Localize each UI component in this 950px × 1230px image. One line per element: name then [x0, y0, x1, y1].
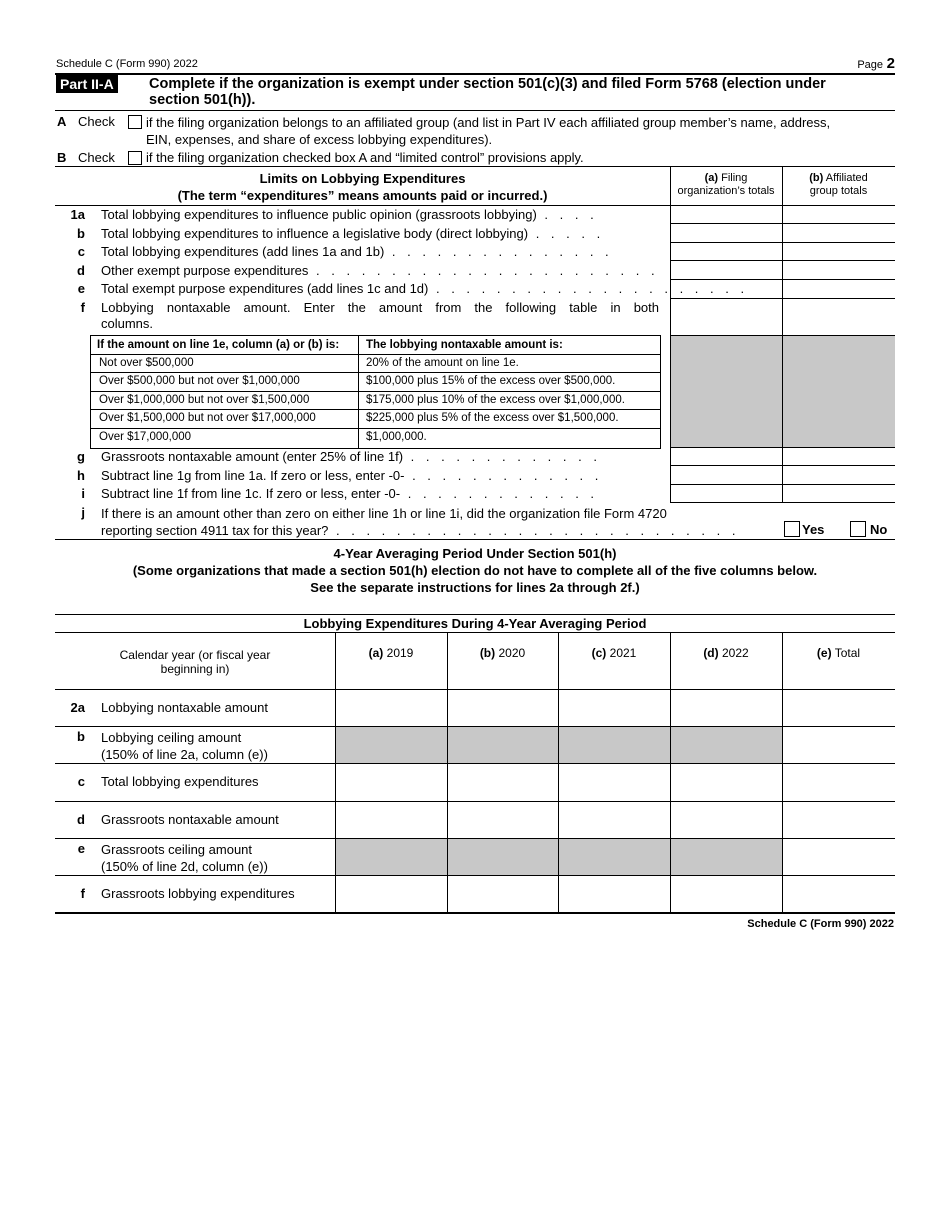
limited-control-checkbox[interactable] — [128, 151, 142, 165]
table-row: Over $1,500,000 but not over $17,000,000 — [99, 412, 316, 424]
line-1e-label: Total exempt purpose expenditures (add lines 1c and 1d) . . . . . . . . . . . . . . . . . . . . . — [101, 281, 749, 296]
form-reference: Schedule C (Form 990) 2022 — [56, 58, 198, 70]
line-2b-label: Lobbying ceiling amount (150% of line 2a, column (e)) — [101, 730, 268, 762]
col-2019-header: (a) 2019 — [368, 646, 414, 660]
line-1c-label: Total lobbying expenditures (add lines 1a and 1b) . . . . . . . . . . . . . . . — [101, 244, 613, 259]
no-checkbox[interactable] — [850, 521, 866, 537]
col-a-header: (a) Filing organization’s totals — [677, 172, 775, 197]
line-2e-label: Grassroots ceiling amount (150% of line 2d, column (e)) — [101, 842, 268, 874]
line-1f-col-b-field[interactable] — [783, 299, 895, 335]
check-a-text: if the filing organization belongs to an affiliated group (and list in Part IV each affiliated group member’s name, address, EIN, expenses, and share of excess lobbying expenditures). — [146, 115, 831, 147]
col-2021-header: (c) 2021 — [591, 646, 637, 660]
line-2a-total-field[interactable] — [783, 690, 895, 726]
line-1a-col-b-field[interactable] — [783, 206, 895, 223]
yes-checkbox[interactable] — [784, 521, 800, 537]
line-1f-label: Lobbying nontaxable amount. Enter the amount from the following table in both columns. — [101, 300, 659, 331]
yes-label: Yes — [802, 522, 825, 537]
part-label: Part II-A — [56, 75, 118, 93]
line-1f-col-a-field[interactable] — [671, 299, 781, 335]
line-2f-label: Grassroots lobbying expenditures — [101, 886, 295, 901]
col-total-header: (e) Total — [816, 646, 861, 660]
limits-title: Limits on Lobbying Expenditures (The term “expenditures” means amounts paid or incurred.) — [177, 171, 548, 203]
line-2e-total-field[interactable] — [783, 839, 895, 875]
line-2a-fields[interactable] — [336, 690, 782, 726]
line-2a-label: Lobbying nontaxable amount — [101, 700, 268, 715]
col-2022-header: (d) 2022 — [703, 646, 749, 660]
line-1g-label: Grassroots nontaxable amount (enter 25% of line 1f) . . . . . . . . . . . . . — [101, 449, 601, 464]
line-1i-label: Subtract line 1f from line 1c. If zero or less, enter -0- . . . . . . . . . . . . . — [101, 486, 599, 501]
averaging-table-title: Lobbying Expenditures During 4-Year Averaging Period — [303, 616, 647, 631]
averaging-title: 4-Year Averaging Period Under Section 501(h) (Some organizations that made a section 501(h) election do not have to complete all of the five columns below. See the separate instructions for lines 2a through 2f.) — [132, 546, 818, 595]
table-row: Over $1,000,000 but not over $1,500,000 — [99, 394, 310, 406]
table-row: Not over $500,000 — [99, 357, 194, 369]
table-row: Over $500,000 but not over $1,000,000 — [99, 375, 300, 387]
affiliated-group-checkbox[interactable] — [128, 115, 142, 129]
line-1a-col-a-field[interactable] — [671, 206, 781, 223]
col-b-header: (b) Affiliated group totals — [809, 172, 868, 197]
line-2d-fields[interactable] — [336, 802, 895, 838]
footer-form-reference: Schedule C (Form 990) 2022 — [747, 918, 894, 930]
line-2f-fields[interactable] — [336, 876, 895, 912]
col-2020-header: (b) 2020 — [479, 646, 526, 660]
line-2b-total-field[interactable] — [783, 727, 895, 763]
line-1j-label: If there is an amount other than zero on either line 1h or line 1i, did the organization file Form 4720 reporting section 4911 tax for this year? . . . . . . . . . . . . . . . . . . . . . . . . . . . — [101, 506, 740, 538]
line-1a-label: Total lobbying expenditures to influence public opinion (grassroots lobbying) . . . . — [101, 207, 598, 222]
line-2c-label: Total lobbying expenditures — [101, 774, 259, 789]
line-1b-label: Total lobbying expenditures to influence a legislative body (direct lobbying) . . . . . — [101, 226, 605, 241]
no-label: No — [870, 522, 888, 537]
page-number: Page 2 — [857, 55, 895, 72]
line-2c-fields[interactable] — [336, 764, 895, 801]
line-2d-label: Grassroots nontaxable amount — [101, 812, 279, 827]
line-1h-label: Subtract line 1g from line 1a. If zero or less, enter -0- . . . . . . . . . . . . . — [101, 468, 603, 483]
check-b-text: if the filing organization checked box A and “limited control” provisions apply. — [146, 150, 584, 165]
part-title: Complete if the organization is exempt under section 501(c)(3) and filed Form 5768 (election under section 501(h)). — [149, 76, 826, 108]
calendar-year-header: Calendar year (or fiscal year beginning in) — [119, 648, 271, 676]
table-row: Over $17,000,000 — [99, 431, 192, 443]
line-1d-label: Other exempt purpose expenditures . . . . . . . . . . . . . . . . . . . . . . . — [101, 263, 659, 278]
